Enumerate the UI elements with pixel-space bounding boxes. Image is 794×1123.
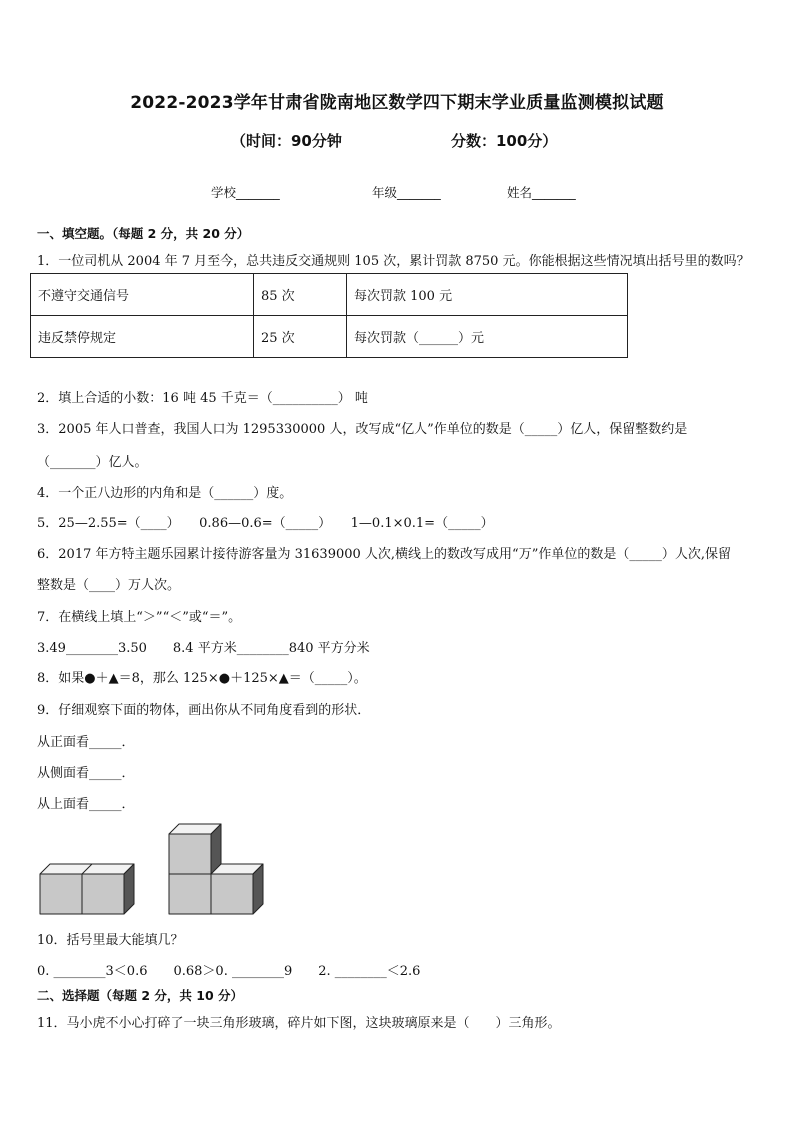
violation-table (30, 273, 628, 358)
exam-time: （时间：90分钟 (231, 132, 342, 150)
question-2: 2．填上合适的小数：16 吨 45 千克＝（__________） 吨 (37, 391, 368, 406)
question-9-side: 从侧面看_____． (37, 766, 135, 781)
page-title: 2022-2023学年甘肃省陇南地区数学四下期末学业质量监测模拟试题 (130, 93, 664, 113)
question-9-front: 从正面看_____． (37, 735, 135, 750)
question-5: 5．25—2.55=（____） 0.86—0.6=（_____） 1—0.1×0.1=（_____） (37, 516, 494, 531)
question-6: 6．2017 年方特主题乐园累计接待游客量为 31639000 人次,横线上的数改写成用“万”作单位的数是（_____）人次,保留 (37, 547, 731, 562)
school-field: 学校_______ (211, 185, 280, 200)
table-cell: 每次罚款 100 元 (347, 274, 628, 316)
question-9: 9．仔细观察下面的物体，画出你从不同角度看到的形状． (37, 703, 371, 718)
question-6-cont: 整数是（____）万人次。 (37, 578, 181, 593)
exam-score: 分数：100分） (451, 132, 558, 150)
grade-field: 年级_______ (372, 185, 441, 200)
table-cell: 违反禁停规定 (31, 316, 254, 358)
question-7: 7．在横线上填上“＞”“＜”或“＝”。 (37, 610, 242, 625)
table-row (31, 316, 628, 358)
question-8: 8．如果●＋▲＝8，那么 125×●＋125×▲＝（_____）。 (37, 671, 367, 686)
question-10: 10．括号里最大能填几？ (37, 933, 184, 948)
question-10-items: 0. ________3＜0.6 0.68＞0. ________9 2. ________＜2.6 (37, 964, 421, 979)
question-1: 1．一位司机从 2004 年 7 月至今，总共违反交通规则 105 次，累计罚款 8750 元。你能根据这些情况填出括号里的数吗？ (37, 254, 750, 269)
cube-pair-left (40, 864, 134, 914)
question-11: 11．马小虎不小心打碎了一块三角形玻璃，碎片如下图，这块玻璃原来是（ ）三角形。 (37, 1016, 561, 1031)
cube-stack-right (169, 824, 263, 914)
name-field: 姓名_______ (507, 185, 576, 200)
question-7-items: 3.49________3.50 8.4 平方米________840 平方分米 (37, 641, 370, 656)
question-9-top: 从上面看_____． (37, 797, 135, 812)
cube-figures (38, 822, 278, 917)
table-row (31, 274, 628, 316)
question-3: 3．2005 年人口普查，我国人口为 1295330000 人，改写成“亿人”作单位的数是（_____）亿人，保留整数约是 (37, 422, 688, 437)
table-cell: 每次罚款（______）元 (347, 316, 628, 358)
table-cell: 25 次 (254, 316, 347, 358)
section-1-heading: 一、填空题。（每题 2 分，共 20 分） (37, 226, 250, 241)
table-cell: 85 次 (254, 274, 347, 316)
table-cell: 不遵守交通信号 (31, 274, 254, 316)
question-4: 4．一个正八边形的内角和是（______）度。 (37, 486, 293, 501)
section-2-heading: 二、选择题（每题 2 分，共 10 分） (37, 988, 244, 1003)
question-3-cont: （_______）亿人。 (37, 455, 148, 470)
